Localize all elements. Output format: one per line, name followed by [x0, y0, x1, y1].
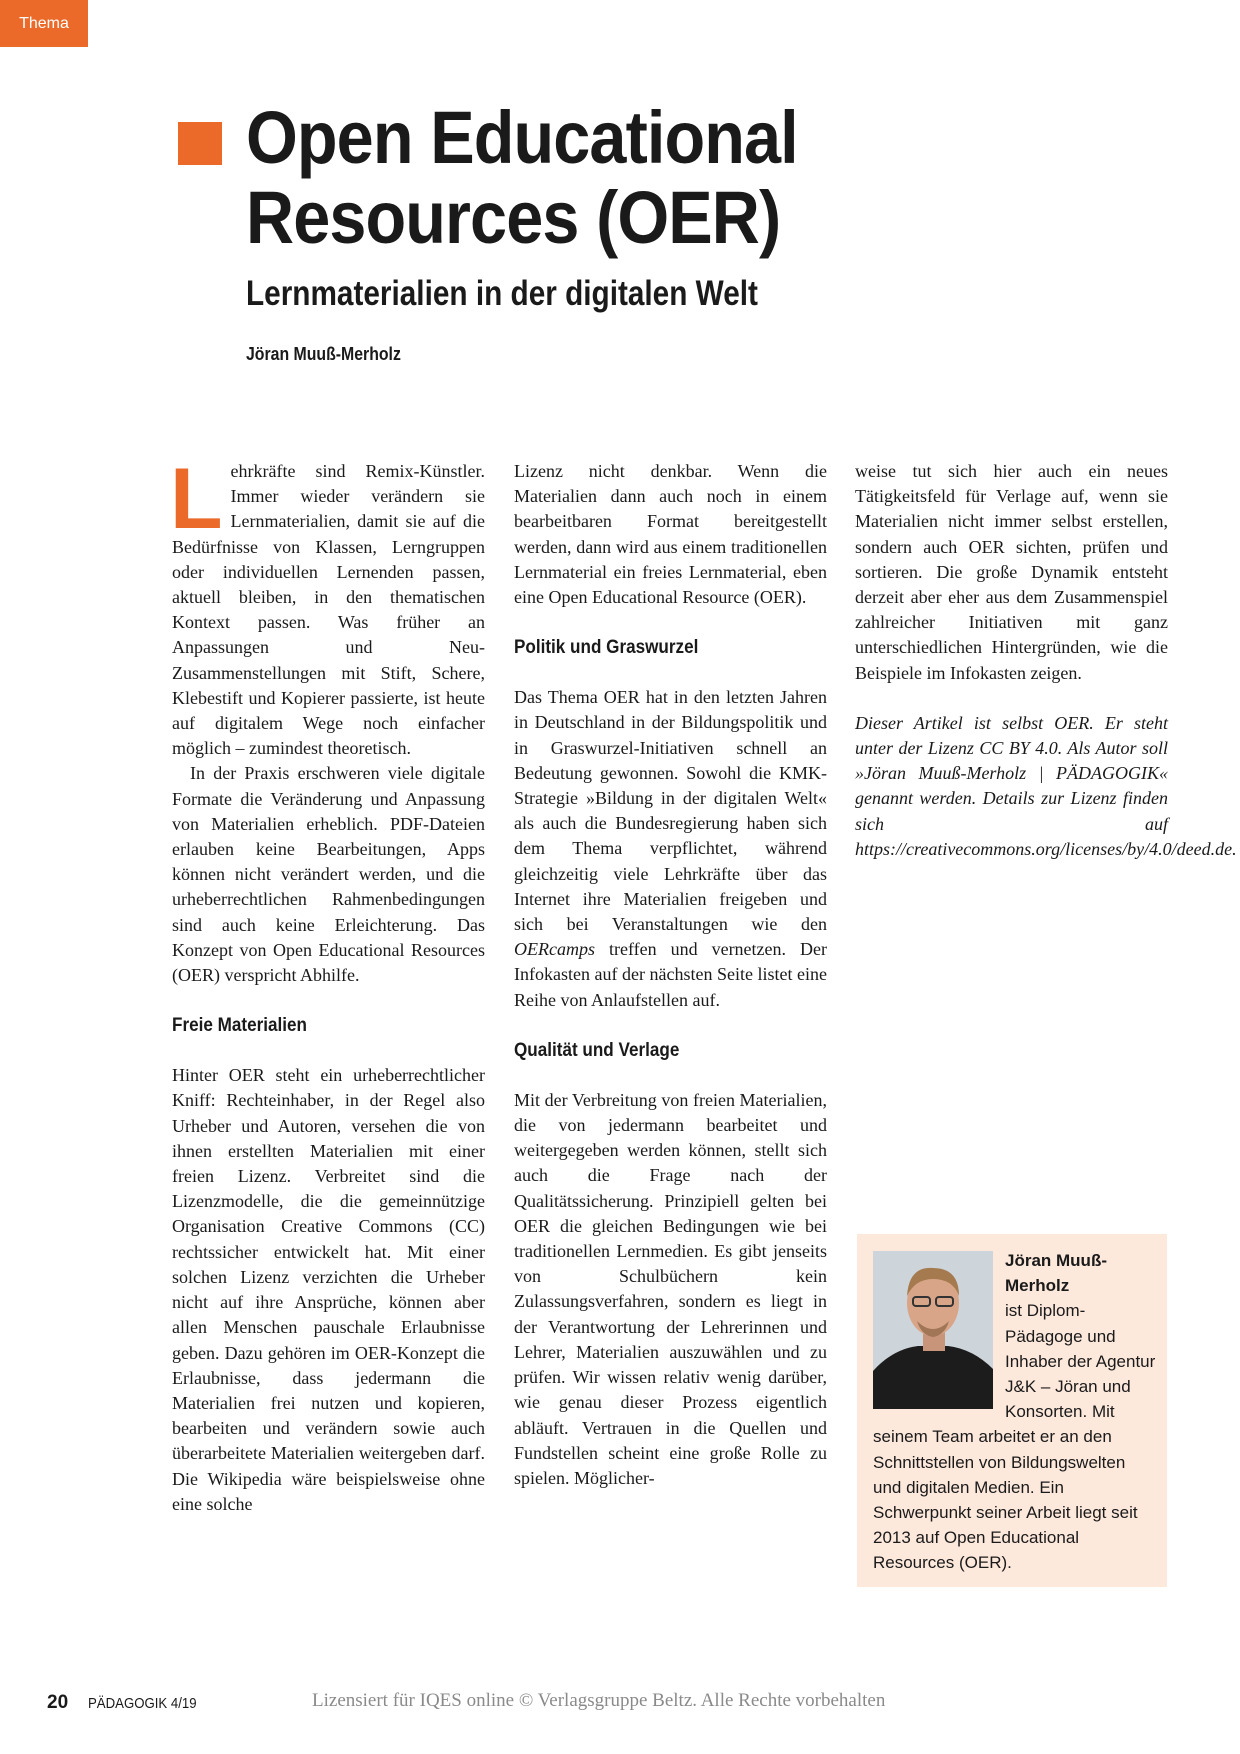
column-1 — [170, 451, 485, 1517]
paragraph — [514, 685, 827, 1013]
drop-cap: L — [170, 451, 223, 547]
column-3 — [855, 459, 1237, 862]
article-title — [246, 98, 798, 258]
section-heading: Freie Materialien — [172, 1015, 307, 1037]
paragraph: weise tut sich hier auch ein neues Tätigkeitsfeld für Verlage auf, wenn sie Materialien nicht immer selbst erstellen, sondern auch OER sichten, prüfen und sortieren. Die große Dynamik entsteht derzeit aber eher aus dem Zusammenspiel zahlreicher Initiativen mit ganz unterschiedlichen Hintergründen, wie die Beispiele im Infokasten zeigen. — [855, 461, 1168, 683]
bio-name: Jöran Muuß-Merholz — [1005, 1251, 1107, 1296]
paragraph: Lizenz nicht denkbar. Wenn die Materialien dann auch noch in einem bearbeitbaren Format bereitgestellt werden, dann wird aus einem traditionellen Lernmaterial ein freies Lernmaterial, eben eine Open Educational Resource (OER). — [514, 461, 827, 608]
page-number: 20 — [47, 1692, 69, 1713]
license-note: Dieser Artikel ist selbst OER. Er steht unter der Lizenz CC BY 4.0. Als Autor soll »Jöran Muuß-Merholz | PÄDAGOGIK« genannt werden. Details zur Lizenz finden sich auf https://creativecommons.org/licenses/by/4.0/deed.de. — [855, 712, 1237, 859]
paragraph: In der Praxis erschweren viele digitale Formate die Veränderung und Anpassung von Materialien erheblich. PDF-Dateien erlauben keine Bearbeitungen, Apps können nicht verändert werden, und die urheberrechtlichen Rahmenbedingungen sind auch keine Erleichterung. Das Konzept von Open Educational Resources (OER) verspricht Abhilfe. — [172, 763, 485, 986]
title-line-1: Open Educational — [246, 96, 798, 179]
author-bio-box — [857, 1234, 1167, 1587]
emphasis: OERcamps — [514, 939, 595, 960]
section-heading: Politik und Graswurzel — [514, 637, 699, 659]
bio-text: ist Diplom-Pädagoge und Inhaber der Agentur J&K – Jöran und Konsorten. Mit seinem Team arbeitet er an den Schnittstellen von Bildungswelten und digitalen Medien. Ein Schwerpunkt seiner Arbeit liegt seit 2013 auf Open Educational Resources (OER). — [873, 1301, 1156, 1573]
title-square-marker — [178, 122, 222, 165]
title-line-2: Resources (OER) — [246, 176, 781, 259]
section-heading: Qualität und Verlage — [514, 1039, 680, 1061]
paragraph-text: Das Thema OER hat in den letzten Jahren in Deutschland in der Bildungspolitik und in Graswurzel-Initiativen schnell an Bedeutung gewonnen. Sowohl die KMK-Strategie »Bildung in der digitalen Welt« als auch die Bundesregierung haben sich dem Thema verpflichtet, während gleichzeitig viele Lehrkräfte über das Internet ihre Materialien freigeben und sich bei Veranstaltungen wie den — [514, 687, 827, 935]
article-subtitle: Lernmaterialien in der digitalen Welt — [246, 274, 758, 313]
license-footer: Lizensiert für IQES online © Verlagsgruppe Beltz. Alle Rechte vorbehalten — [312, 1690, 886, 1711]
paragraph: Mit der Verbreitung von freien Materialien, die von jedermann bearbeitet und weitergegeben werden können, stellt sich auch die Frage nach der Qualitätssicherung. Prinzipiell gelten bei OER die gleichen Bedingungen wie bei traditionellen Lernmedien. Es gibt jenseits von Schulbüchern kein Zulassungsverfahren, sondern es liegt in der Verantwortung der Lehrerinnen und Lehrer, Materialien auszuwählen und zu prüfen. Wir wissen relativ wenig darüber, wie genau dieser Prozess eigentlich abläuft. Vertrauen in die Quellen und Fundstellen scheint eine große Rolle zu spielen. Möglicher- — [514, 1089, 827, 1488]
paragraph — [170, 451, 485, 761]
paragraph-text: treffen und vernetzen. Der Infokasten auf der nächsten Seite listet eine Reihe von Anlaufstellen auf. — [514, 939, 827, 1010]
paragraph-text: ehrkräfte sind Remix-Künstler. Immer wieder verändern sie Lernmaterialien, damit sie auf die Bedürfnisse von Klassen, Lerngruppen oder individuellen Lernenden passen, aktuell bleiben, in den thematischen Kontext passen. Was früher an Anpassungen und Neu-Zusammenstellungen mit Stift, Schere, Klebestift und Kopierer passierte, ist heute auf digitalem Wege noch einfacher möglich – zumindest theoretisch. — [172, 461, 485, 759]
paragraph: Hinter OER steht ein urheberrechtlicher Kniff: Rechteinhaber, in der Regel also Urheber und Autoren, versehen die von ihnen erstellten Materialien mit einer freien Lizenz. Verbreitet sind die Lizenzmodelle, die die gemeinnützige Organisation Creative Commons (CC) rechtssicher entwickelt hat. Mit einer solchen Lizenz verzichten die Urheber nicht auf ihre Ansprüche, können aber allen Menschen pauschale Erlaubnisse geben. Dazu gehören im OER-Konzept die Erlaubnisse, dass jedermann die Materialien frei nutzen und kopieren, bearbeiten und verändern sowie auch überarbeitete Materialien weitergeben darf. Die Wikipedia wäre beispielsweise ohne eine solche — [172, 1065, 485, 1514]
author-byline: Jöran Muuß-Merholz — [246, 344, 401, 364]
magazine-issue: PÄDAGOGIK 4/19 — [88, 1695, 197, 1712]
section-tag: Thema — [0, 0, 88, 47]
column-2 — [514, 459, 827, 1491]
